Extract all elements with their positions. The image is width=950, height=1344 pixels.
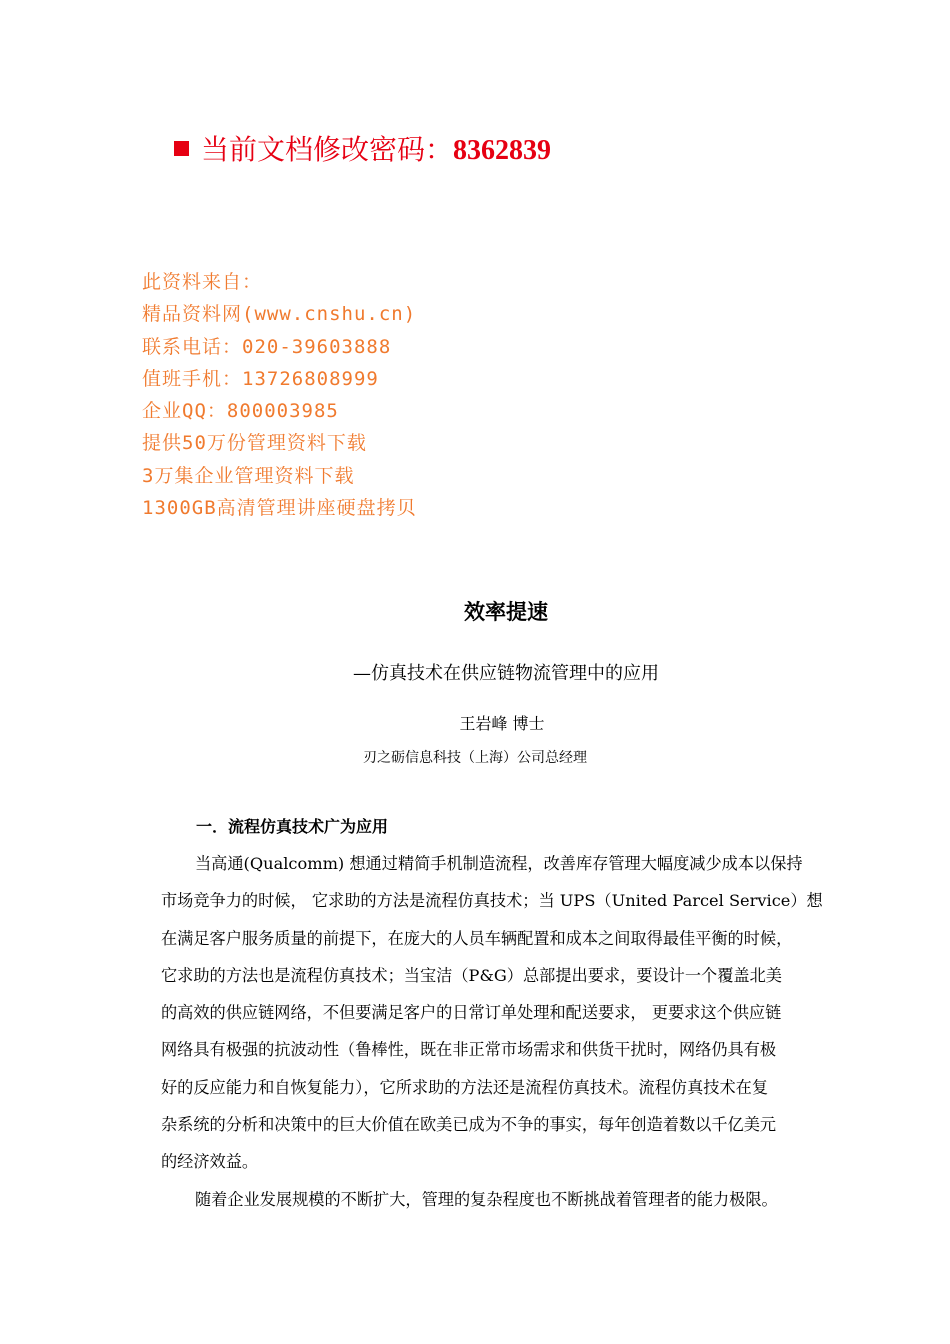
author-affiliation: 刃之砺信息科技（上海）公司总经理: [363, 750, 587, 766]
body-line: 网络具有极强的抗波动性（鲁棒性，既在非正常市场需求和供货干扰时，网络仍具有极: [161, 1040, 777, 1060]
body-line: 杂系统的分析和决策中的巨大价值在欧美已成为不争的事实，每年创造着数以千亿美元: [161, 1115, 777, 1135]
body-line: 的高效的供应链网络，不但要满足客户的日常订单处理和配送要求， 更要求这个供应链: [161, 1003, 782, 1023]
body-line: 它求助的方法也是流程仿真技术；当宝洁（P&G）总部提出要求，要设计一个覆盖北美: [161, 965, 782, 985]
article-title: 效率提速: [464, 599, 548, 624]
body-line: 好的反应能力和自恢复能力），它所求助的方法还是流程仿真技术。流程仿真技术在复: [161, 1077, 769, 1097]
source-mobile-line: 值班手机：13726808999: [142, 367, 379, 390]
password-label: 当前文档修改密码：: [201, 133, 454, 166]
body-paragraphs: [161, 845, 823, 1218]
source-website-line: 精品资料网(www.cnshu.cn): [142, 303, 417, 326]
article-subtitle: —仿真技术在供应链物流管理中的应用: [353, 663, 659, 684]
article-author: 王岩峰 博士: [459, 714, 545, 733]
source-line: 1300GB高清管理讲座硬盘拷贝: [142, 497, 417, 520]
source-line: 此资料来自：: [142, 271, 263, 293]
source-qq-line: 企业QQ：800003985: [142, 400, 339, 423]
body-line: 市场竞争力的时候， 它求助的方法是流程仿真技术；当 UPS（United Parcel Service）想: [161, 891, 823, 911]
source-line: 提供50万份管理资料下载: [142, 432, 367, 455]
password-code: 8362839: [453, 135, 552, 166]
source-info-block: [142, 266, 417, 524]
body-line: 在满足客户服务质量的前提下，在庞大的人员车辆配置和成本之间取得最佳平衡的时候，: [161, 928, 793, 948]
body-line: 的经济效益。: [161, 1152, 259, 1172]
source-line: 3万集企业管理资料下载: [142, 464, 355, 487]
source-phone-line: 联系电话：020-39603888: [142, 335, 392, 358]
body-line: 随着企业发展规模的不断扩大，管理的复杂程度也不断挑战着管理者的能力极限。: [195, 1189, 778, 1209]
body-line: 当高通(Qualcomm) 想通过精简手机制造流程，改善库存管理大幅度减少成本以保持: [195, 854, 803, 873]
section-heading: 一．流程仿真技术广为应用: [196, 817, 389, 836]
square-bullet-icon: [174, 141, 189, 156]
password-notice: [174, 128, 551, 173]
